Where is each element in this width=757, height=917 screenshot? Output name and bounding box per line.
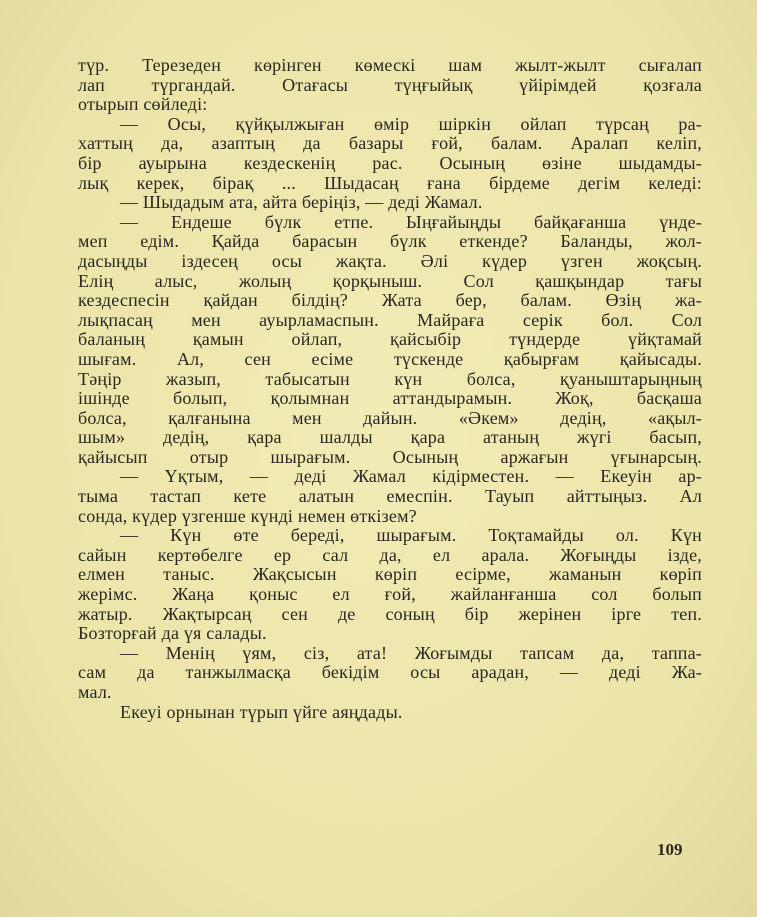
text-line: отырып сөйледі:: [78, 94, 208, 115]
page-number: 109: [657, 840, 683, 859]
text-line: — Менің үям, сіз, ата! Жоғымды тапсам да, таппа-: [120, 642, 702, 663]
text-line: меп едім. Қайда барасын бүлк еткенде? Баланды, жол-: [78, 231, 702, 252]
text-line: ішінде болып, қолымнан аттандырамын. Жоқ, басқаша: [78, 388, 702, 409]
text-line: — Үқтым, — деді Жамал кідірместен. — Екеуін ар-: [120, 466, 702, 487]
text-line: болса, қалғанына мен дайын. «Әкем» дедің, «ақыл-: [78, 407, 702, 428]
text-line: бір ауырына кездескенің рас. Осының өзіне шыдамды-: [78, 152, 702, 173]
text-line: жатыр. Жақтырсаң сен де соның бір жерінен ірге теп.: [78, 603, 702, 624]
text-line: лап түргандай. Отағасы түңғыйық үйірімдей қозғала: [78, 74, 702, 95]
text-line: лықпасаң мен ауырламаспын. Майраға серік бол. Сол: [78, 309, 702, 330]
text-line: мал.: [78, 682, 112, 702]
text-line: — Күн өте береді, шырағым. Тоқтамайды ол. Күн: [120, 525, 702, 546]
text-line: Елің алыс, жолың қорқыныш. Сол қашқындар тағы: [78, 270, 702, 291]
body-text: [78, 56, 702, 722]
text-line: сайын кертөбелге ер сал да, ел арала. Жоғыңды ізде,: [78, 544, 702, 565]
text-line: хаттың да, азаптың да базары ғой, балам. Аралап келіп,: [78, 133, 702, 154]
text-line: лық керек, бірақ ... Шыдасаң ғана бірдеме дегім келеді:: [78, 172, 702, 193]
text-line: Екеуі орнынан түрып үйге аяңдады.: [120, 701, 403, 722]
text-line: қайысып отыр шырағым. Осының аржағын үғынарсың.: [78, 446, 702, 467]
text-line: сам да танжылмасқа бекідім осы арадан, — деді Жа-: [78, 662, 702, 683]
text-line: жерімс. Жаңа қоныс ел ғой, жайланғанша сол болып: [78, 584, 702, 605]
text-line: кездеспесін қайдан білдің? Жата бер, балам. Өзің жа-: [78, 290, 702, 311]
text-line: тыма тастап кете алатын емеспін. Тауып айттыңыз. Ал: [78, 486, 702, 507]
text-line: баланың қамын ойлап, қайсыбір түндерде үйқтамай: [78, 329, 702, 350]
text-line: шым» дедің, қара шалды қара атаның жүгі басып,: [78, 427, 702, 448]
text-line: шығам. Ал, сен есіме түскенде қабырғам қайысады.: [78, 348, 702, 369]
text-line: — Шыдадым ата, айта беріңіз, — деді Жамал.: [120, 192, 483, 213]
text-line: түр. Терезеден көрінген көмескі шам жылт-жылт сығалап: [78, 55, 702, 75]
text-line: Тәңір жазып, табысатын күн болса, қуаныштарыңның: [78, 368, 702, 389]
text-line: — Осы, қүйқылжыған өмір шіркін ойлап түрсаң ра-: [120, 113, 702, 134]
text-line: — Ендеше бүлк етпе. Ыңғайыңды байқағанша үнде-: [120, 211, 702, 232]
text-line: дасыңды іздесең осы жақта. Әлі күдер үзген жоқсың.: [78, 250, 702, 271]
text-line: елмен таныс. Жақсысын көріп есірме, жаманын көріп: [78, 564, 702, 585]
text-line: Бозторғай да үя салады.: [78, 623, 267, 644]
text-line: сонда, күдер үзгенше күнді немен өткізем?: [78, 505, 417, 526]
